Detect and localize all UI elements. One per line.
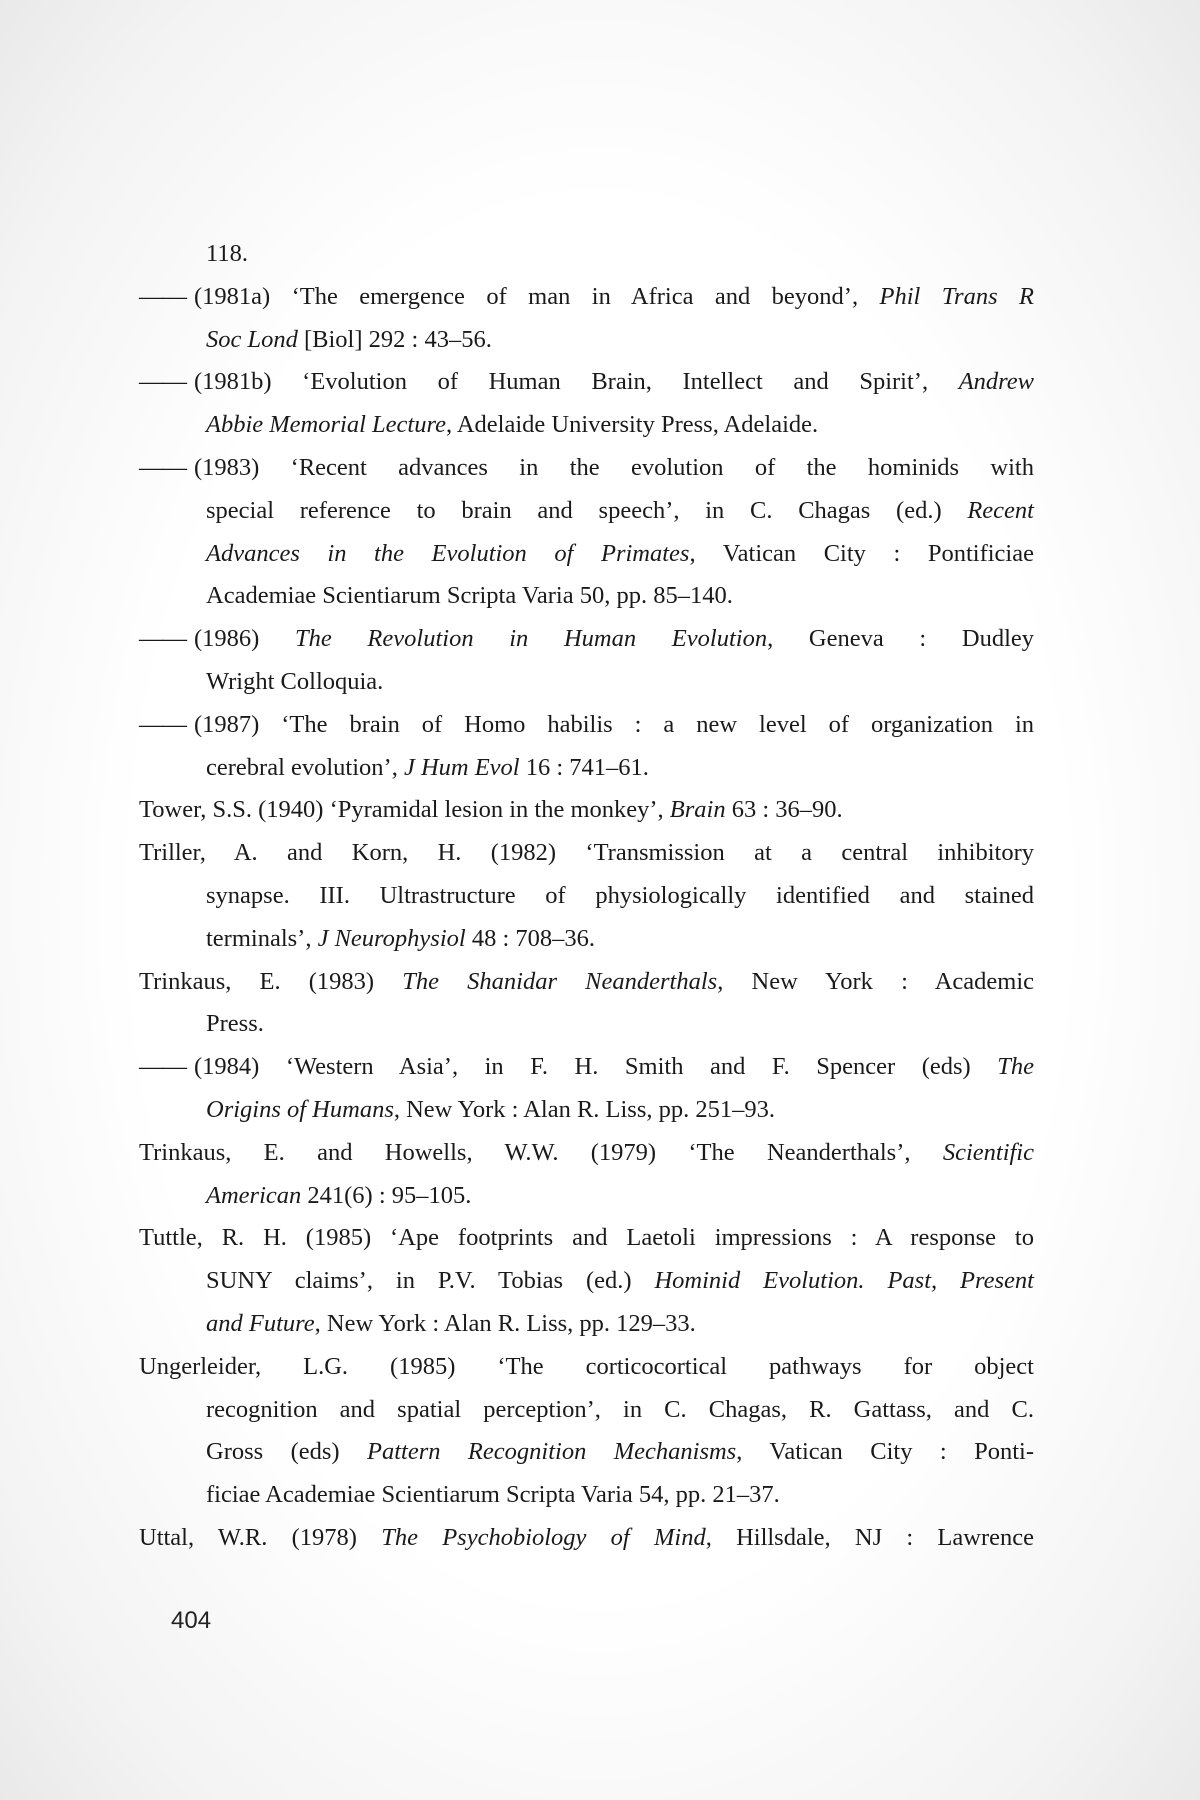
italic-title: J Hum Evol — [403, 753, 520, 781]
reference-line — [206, 1480, 1034, 1510]
reference-text: (1981b) ‘Evolution of Human Brain, Intellect and Spirit’, — [194, 368, 959, 396]
ditto-dash: —— — [139, 710, 186, 738]
reference-line — [139, 710, 1034, 740]
italic-title: The Revolution in Human Evolution — [295, 625, 768, 653]
italic-title: Origins of Humans — [206, 1096, 394, 1123]
reference-text: 63 : 36–90. — [725, 796, 843, 824]
reference-line — [206, 539, 1034, 569]
reference-line — [206, 881, 1034, 911]
reference-text: [Biol] 292 : 43–56. — [297, 325, 492, 353]
italic-title: Hominid Evolution. Past, Present — [654, 1267, 1034, 1295]
reference-line — [139, 367, 1034, 397]
reference-text: Tower, S.S. (1940) ‘Pyramidal lesion in the monkey’, — [139, 796, 670, 824]
reference-line — [206, 753, 1034, 783]
reference-text: (1987) ‘The brain of Homo habilis : a new level of organization in — [194, 710, 1034, 738]
reference-line — [206, 581, 1034, 611]
reference-text: (1984) ‘Western Asia’, in F. H. Smith and F. Spencer (eds) — [194, 1053, 998, 1081]
reference-line — [206, 496, 1034, 526]
reference-text: Uttal, W.R. (1978) — [139, 1524, 382, 1551]
ditto-dash: —— — [139, 1053, 186, 1081]
reference-text: , Adelaide University Press, Adelaide. — [445, 411, 819, 439]
reference-text: , Vatican City : Pontificiae — [689, 539, 1034, 567]
reference-text: synapse. III. Ultrastructure of physiologically identified and stained — [206, 882, 1034, 909]
reference-text: , Geneva : Dudley — [767, 625, 1034, 653]
reference-line — [206, 1395, 1034, 1425]
reference-text: Academiae Scientiarum Scripta Varia 50, pp. 85–140. — [206, 582, 733, 610]
reference-line — [206, 239, 1034, 269]
italic-title: American — [206, 1181, 302, 1209]
reference-line — [139, 282, 1034, 312]
reference-text: Trinkaus, E. (1983) — [139, 967, 403, 995]
italic-title: Recent — [967, 496, 1034, 524]
reference-line — [139, 1052, 1034, 1082]
italic-title: The Psychobiology of Mind — [381, 1524, 706, 1551]
reference-line — [206, 1009, 1034, 1039]
reference-text: cerebral evolution’, — [206, 753, 404, 781]
reference-text: special reference to brain and speech’, in C. Chagas (ed.) — [206, 496, 968, 524]
reference-line — [139, 967, 1034, 997]
reference-text: (1986) — [194, 625, 295, 653]
italic-title: Brain — [669, 796, 726, 824]
reference-text: 16 : 741–61. — [519, 753, 649, 781]
italic-title: Abbie Memorial Lecture — [206, 411, 446, 439]
reference-line — [206, 1437, 1034, 1467]
reference-line — [139, 838, 1034, 868]
page-number: 404 — [171, 1607, 212, 1634]
reference-text: Wright Colloquia. — [206, 668, 384, 695]
reference-text: Press. — [206, 1010, 264, 1038]
reference-text: 48 : 708–36. — [465, 924, 596, 952]
reference-text: , New York : Alan R. Liss, pp. 251–93. — [393, 1096, 775, 1123]
italic-title: J Neurophysiol — [317, 924, 466, 952]
reference-line — [206, 410, 1034, 440]
ditto-dash: —— — [139, 625, 186, 653]
ditto-dash: —— — [139, 454, 186, 481]
reference-text: , Hillsdale, NJ : Lawrence — [705, 1524, 1034, 1551]
reference-text: Trinkaus, E. and Howells, W.W. (1979) ‘The Neanderthals’, — [139, 1138, 943, 1166]
reference-line — [206, 1181, 1034, 1211]
ditto-dash: —— — [139, 368, 186, 396]
reference-line — [139, 1138, 1034, 1168]
reference-text: Tuttle, R. H. (1985) ‘Ape footprints and Laetoli impressions : A response to — [139, 1224, 1034, 1252]
reference-text: Triller, A. and Korn, H. (1982) ‘Transmission at a central inhibitory — [139, 839, 1034, 867]
italic-title: Pattern Recognition Mechanisms — [367, 1438, 737, 1466]
reference-text: ficiae Academiae Scientiarum Scripta Varia 54, pp. 21–37. — [206, 1481, 780, 1509]
reference-text: Gross (eds) — [206, 1438, 368, 1466]
reference-text: SUNY claims’, in P.V. Tobias (ed.) — [206, 1267, 655, 1295]
reference-text: 118. — [206, 240, 248, 267]
reference-text: 241(6) : 95–105. — [301, 1181, 472, 1209]
italic-title: Advances in the Evolution of Primates — [206, 539, 690, 567]
reference-text: (1983) ‘Recent advances in the evolution of the hominids with — [194, 454, 1034, 481]
reference-text: , Vatican City : Ponti- — [736, 1438, 1035, 1466]
reference-line — [139, 795, 1034, 825]
italic-title: Scientific — [942, 1138, 1034, 1166]
reference-line — [206, 667, 1034, 697]
reference-text: recognition and spatial perception’, in C. Chagas, R. Gattass, and C. — [206, 1395, 1034, 1423]
reference-text: (1981a) ‘The emergence of man in Africa and beyond’, — [194, 282, 880, 310]
reference-text: terminals’, — [206, 924, 318, 952]
reference-line — [139, 453, 1034, 483]
reference-text: Ungerleider, L.G. (1985) ‘The corticocortical pathways for object — [139, 1352, 1034, 1380]
reference-line — [139, 624, 1034, 654]
italic-title: Andrew — [958, 368, 1034, 396]
italic-title: and Future — [206, 1310, 315, 1337]
reference-line — [139, 1352, 1034, 1382]
reference-line — [206, 1095, 1034, 1125]
reference-line — [206, 1266, 1034, 1296]
italic-title: Soc Lond — [206, 325, 298, 353]
italic-title: The Shanidar Neanderthals — [402, 967, 718, 995]
italic-title: The — [997, 1053, 1034, 1081]
reference-text: , New York : Alan R. Liss, pp. 129–33. — [314, 1310, 696, 1337]
ditto-dash: —— — [139, 282, 186, 310]
reference-line — [139, 1523, 1034, 1553]
reference-line — [139, 1223, 1034, 1253]
reference-line — [206, 325, 1034, 355]
reference-text: , New York : Academic — [717, 967, 1035, 995]
reference-line — [206, 1309, 1034, 1339]
italic-title: Phil Trans R — [879, 282, 1034, 310]
reference-line — [206, 924, 1034, 954]
